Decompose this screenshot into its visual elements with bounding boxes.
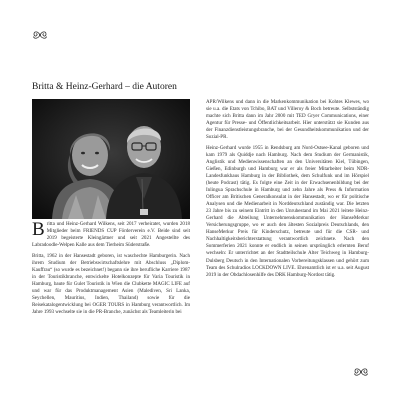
page-title: Britta & Heinz-Gerhard – die Autoren	[32, 82, 177, 92]
right-text-column	[206, 99, 369, 282]
ornament-bottom-icon	[353, 367, 369, 377]
britta-bio-continued-paragraph: APR/Wilkens und dann in die Markenkommunikation bei Kohtes Klewes, wo sie u.a. die Etats von Tchibo, BAT und Villeroy & Boch betreute. Selbstständig machte sich Britta dann im Jahr 2000 mit TED Gryer Communications, einer Agentur für Presse- und Öffentlichkeitsarbeit. Hier unterstützt sie Kunden aus der Finanzdienstleistungsbranche, bei der Gesundheitskommunikation und der Sozial-PR.	[206, 99, 369, 141]
left-text-column	[32, 221, 190, 320]
britta-bio-paragraph: Britta, 1962 in der Hansestadt geboren, ist waschechte Hamburgerin. Nach ihrem Studium der Betriebswirtschaftslehre mit Abschluss „Diplom-Kauffrau“ (so wurde es bezeichnet!) begann sie ihre berufliche Karriere 1987 in der Touristikbranche, entwickelte Hotelkonzepte für Varia Touristik in Hamburg, baute für Gulet Touristik in Wien die Clubkette MAGIC LIFE auf und war für das Produktmanagement Asien (Malediven, Sri Lanka, Seychellen, Mauritius, Indien, Thailand) sowie für die Reisekatalogentwicklung bei OGER TOURS in Hamburg verantwortlich. Im Jahre 1993 wechselte sie in die PR-Branche, zunächst als Teamleiterin bei	[32, 252, 190, 316]
intro-paragraph	[32, 221, 190, 249]
heinz-gerhard-bio-paragraph: Heinz-Gerhard wurde 1955 in Rendsburg am Nord-Ostsee-Kanal geboren und kam 1979 als Quiddje nach Hamburg. Nach dem Studium der Germanistik, Anglistik und Medienwissenschaften an den Universitäten Kiel, Tübingen, Gießen, Edinburgh und Hamburg war er als freier Mitarbeiter beim NDR-Landesfunkhaus Hamburg in der Bibliothek, dem Schulfunk und im Hörspiel (heute Podcast) tätig. Es folgte eine Zeit in der Erwachsenenbildung bei der Inlingua Sprachschule in Hamburg und zehn Jahre als Press & Information Officer am Britischen Generalkonsulat in der Hansestadt, wo er für politische Analysen und die Medienarbeit in Norddeutschland zuständig war. Die letzten 23 Jahre bis zu seinem Eintritt in den Unruhestand im Mai 2021 leitete Heinz-Gerhard die Abteilung Unternehmenskommunikation der HanseMerkur Versicherungsgruppe, wo er auch den ältesten Sozialpreis Deutschlands, den HanseMerkur Preis für Kinderschutz, betreute und für die CSR- und Nachhaltigkeitsberichterstattung verantwortlich zeichnete. Nach den Sommerferien 2021 konnte er endlich in seinen ursprünglich erlernten Beruf wechseln: Er unterrichtet an der Stadtteilschule Alter Teichweg in Hamburg-Dulsberg Deutsch in den Internationalen Vorbereitungsklassen und gehört zum Team des Schulradios LOCKDOWN LIVE. Ehrenamtlich ist er u.a. seit August 2019 in der Obdachlosenhilfe des DRK Hamburg-Nordost tätig.	[206, 144, 369, 278]
ornament-top-icon	[32, 30, 48, 40]
intro-paragraph-text: ritta und Heinz-Gerhard Wilkens, seit 2017 verheiratet, wurden 2018 Mitglieder beim FRIENDS CUP Förderverein e.V. Beide sind seit 2019 begeisterte Kleingärtner und seit 2021 Angestellte des Labradoodle-Welpen Kalle aus dem Tierheim Süderstraße.	[32, 221, 190, 249]
drop-cap: B	[32, 219, 45, 240]
author-portrait-photo	[32, 99, 190, 219]
